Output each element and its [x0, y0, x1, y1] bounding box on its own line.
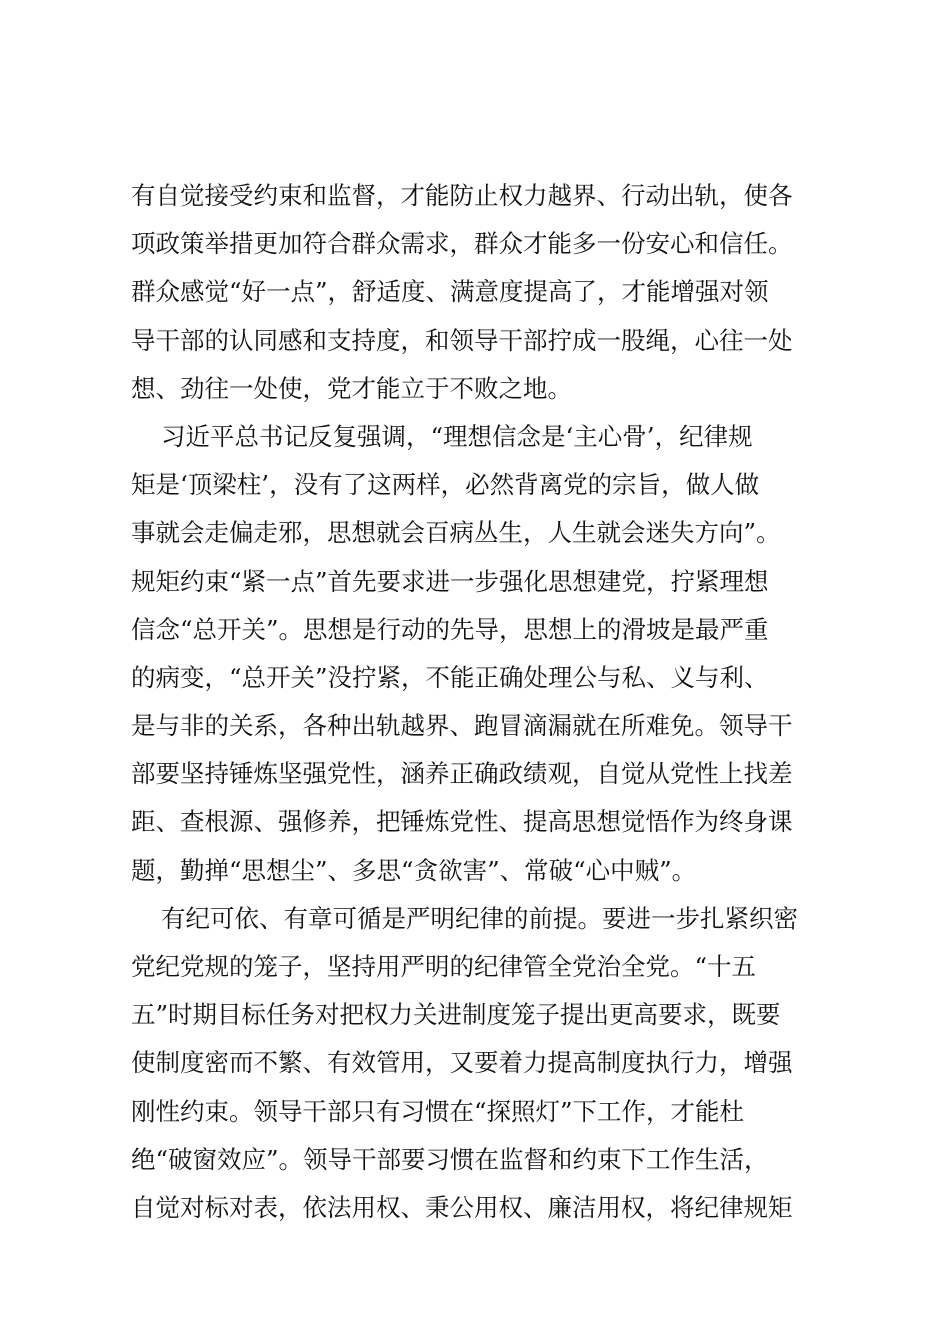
- text-line: 是与非的关系，各种出轨越界、跑冒滴漏就在所难免。领导干: [131, 711, 793, 741]
- text-line: 的病变，“总开关”没拧紧，不能正确处理公与私、义与利、: [131, 662, 769, 692]
- text-line: 有自觉接受约束和监督，才能防止权力越界、行动出轨，使各: [131, 181, 793, 210]
- text-line: 题，勤掸“思想尘”、多思“贪欲害”、常破“心中贼”。: [131, 855, 697, 885]
- text-line: 习近平总书记反复强调，“理想信念是‘主心骨’，纪律规: [161, 421, 753, 451]
- text-line: 项政策举措更加符合群众需求，群众才能多一份安心和信任。: [131, 229, 793, 259]
- text-line: 矩是‘顶梁柱’，没有了这两样，必然背离党的宗旨，做人做: [131, 470, 760, 500]
- text-line: 五”时期目标任务对把权力关进制度笼子提出更高要求，既要: [131, 1000, 781, 1030]
- text-line: 党纪党规的笼子，坚持用严明的纪律管全党治全党。“十五: [131, 952, 757, 981]
- text-line: 刚性约束。领导干部只有习惯在“探照灯”下工作，才能杜: [131, 1096, 745, 1126]
- text-line: 事就会走偏走邪，思想就会百病丛生，人生就会迷失方向”。: [131, 518, 781, 548]
- text-line: 群众感觉“好一点”，舒适度、满意度提高了，才能增强对领: [131, 277, 769, 307]
- text-line: 使制度密而不繁、有效管用，又要着力提高制度执行力，增强: [131, 1048, 793, 1078]
- text-line: 有纪可依、有章可循是严明纪律的前提。要进一步扎紧织密: [161, 903, 798, 933]
- text-line: 规矩约束“紧一点”首先要求进一步强化思想建党，拧紧理想: [131, 566, 769, 596]
- text-line: 自觉对标对表，依法用权、秉公用权、廉洁用权，将纪律规矩: [131, 1192, 793, 1222]
- text-line: 部要坚持锤炼坚强党性，涵养正确政绩观，自觉从党性上找差: [131, 759, 793, 789]
- text-line: 绝“破窗效应”。领导干部要习惯在监督和约束下工作生活，: [131, 1144, 769, 1174]
- text-line: 信念“总开关”。思想是行动的先导，思想上的滑坡是最严重: [131, 614, 769, 644]
- text-line: 导干部的认同感和支持度，和领导干部拧成一股绳，心往一处: [131, 325, 793, 355]
- text-line: 想、劲往一处使，党才能立于不败之地。: [131, 373, 572, 403]
- text-line: 距、查根源、强修养，把锤炼党性、提高思想觉悟作为终身课: [131, 807, 793, 837]
- document-body-text: [131, 172, 831, 1232]
